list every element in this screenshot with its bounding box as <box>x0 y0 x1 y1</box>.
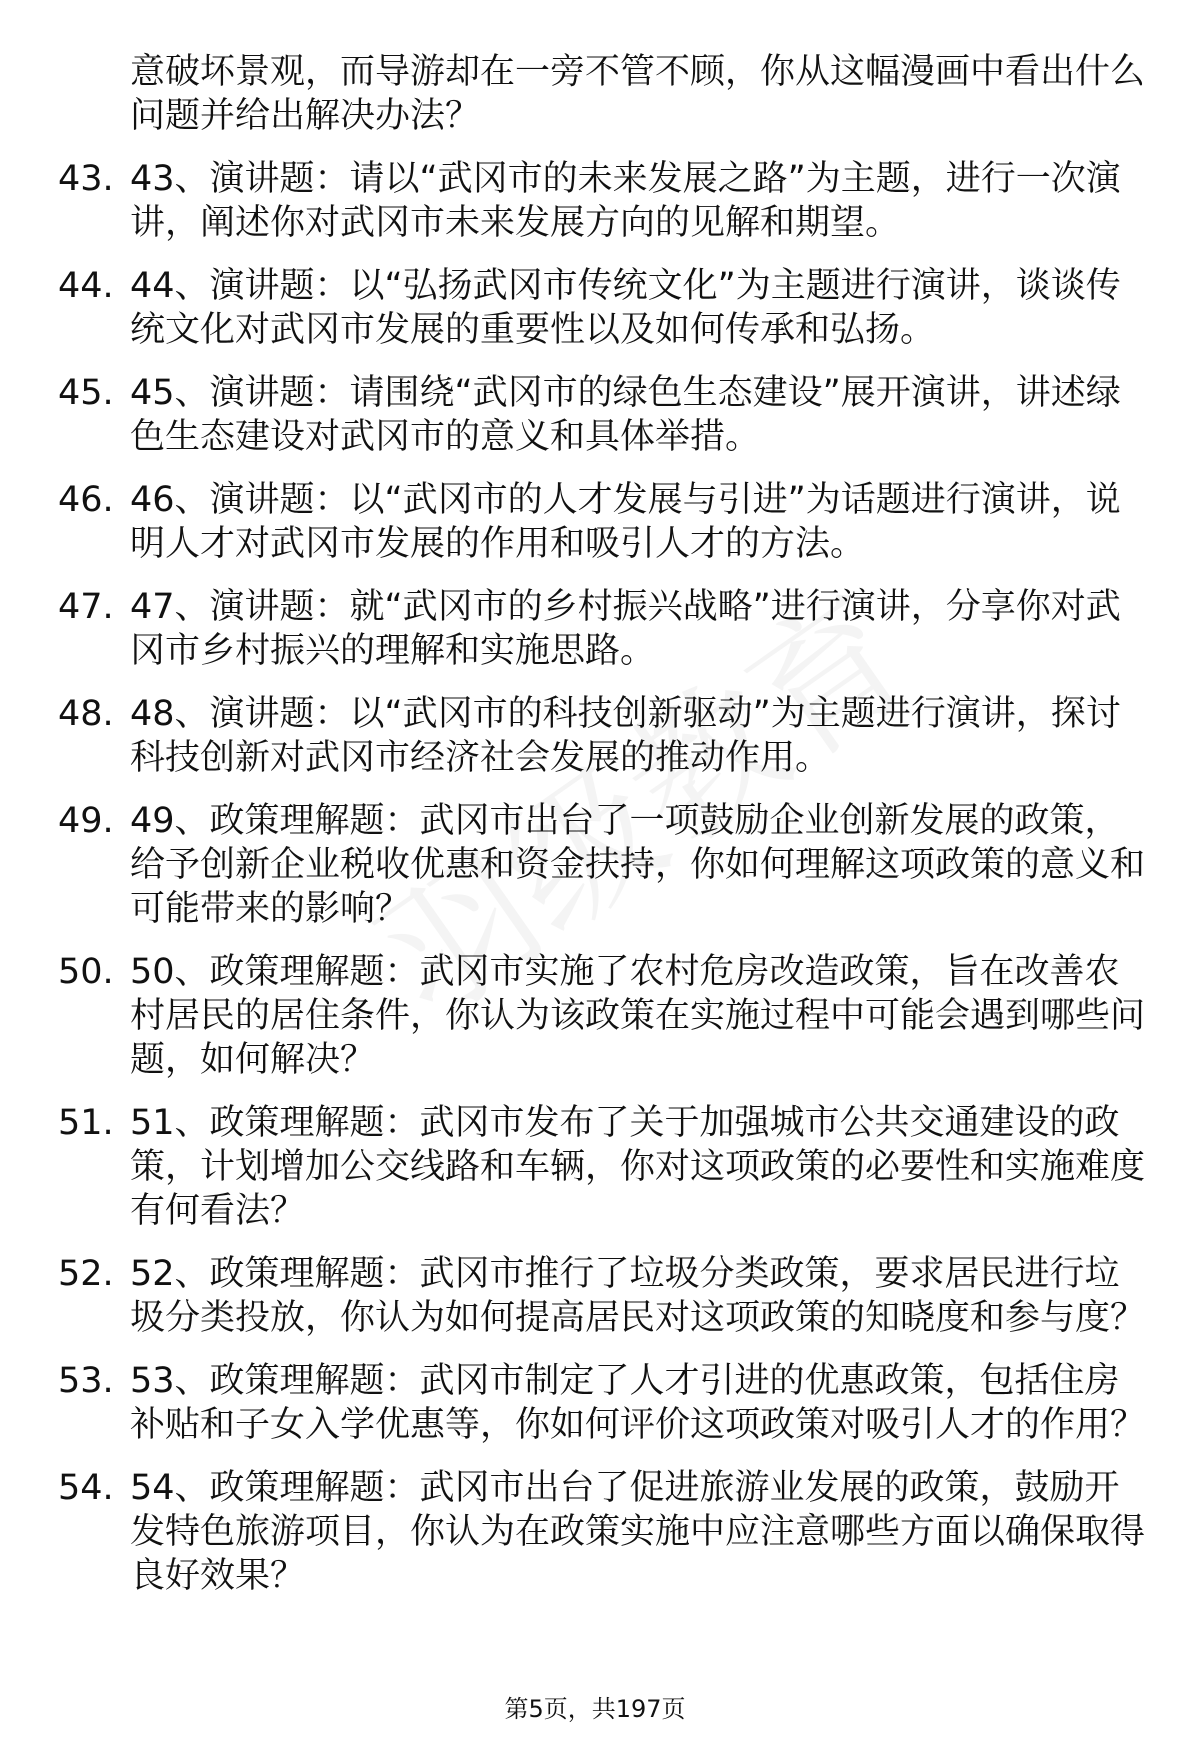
item-number: 54. <box>58 1468 114 1508</box>
list-item <box>58 799 1148 931</box>
item-number: 51. <box>58 1103 114 1143</box>
item-text: 45、演讲题：请围绕“武冈市的绿色生态建设”展开演讲，讲述绿色生态建设对武冈市的意义和具体举措。 <box>130 373 1121 457</box>
item-number: 53. <box>58 1361 114 1401</box>
item-text: 53、政策理解题：武冈市制定了人才引进的优惠政策，包括住房补贴和子女入学优惠等，你如何评价这项政策对吸引人才的作用？ <box>130 1361 1146 1445</box>
item-number: 43. <box>58 159 114 199</box>
list-item <box>58 585 1148 673</box>
page-footer: 第5页，共197页 <box>504 1695 686 1723</box>
list-item <box>58 478 1148 566</box>
item-text: 44、演讲题：以“弘扬武冈市传统文化”为主题进行演讲，谈谈传统文化对武冈市发展的重要性以及如何传承和弘扬。 <box>130 266 1121 350</box>
item-text: 43、演讲题：请以“武冈市的未来发展之路”为主题，进行一次演讲，阐述你对武冈市未来发展方向的见解和期望。 <box>130 159 1121 243</box>
item-number: 45. <box>58 373 114 413</box>
list-item <box>58 1359 1148 1447</box>
item-text: 48、演讲题：以“武冈市的科技创新驱动”为主题进行演讲，探讨科技创新对武冈市经济社会发展的推动作用。 <box>130 694 1121 778</box>
item-text: 51、政策理解题：武冈市发布了关于加强城市公共交通建设的政策，计划增加公交线路和车辆，你对这项政策的必要性和实施难度有何看法？ <box>130 1103 1146 1231</box>
list-item <box>58 1466 1148 1598</box>
item-number: 46. <box>58 480 114 520</box>
item-number: 49. <box>58 801 114 841</box>
item-text: 50、政策理解题：武冈市实施了农村危房改造政策，旨在改善农村居民的居住条件，你认为该政策在实施过程中可能会遇到哪些问题，如何解决？ <box>130 952 1146 1080</box>
item-text: 52、政策理解题：武冈市推行了垃圾分类政策，要求居民进行垃圾分类投放，你认为如何提高居民对这项政策的知晓度和参与度？ <box>130 1254 1146 1338</box>
item-text: 46、演讲题：以“武冈市的人才发展与引进”为话题进行演讲，说明人才对武冈市发展的作用和吸引人才的方法。 <box>130 480 1121 564</box>
item-number: 47. <box>58 587 114 627</box>
item-number: 44. <box>58 266 114 306</box>
list-item <box>58 692 1148 780</box>
list-item <box>58 371 1148 459</box>
list-item <box>58 157 1148 245</box>
list-item <box>58 1101 1148 1233</box>
item-text: 47、演讲题：就“武冈市的乡村振兴战略”进行演讲，分享你对武冈市乡村振兴的理解和实施思路。 <box>130 587 1121 671</box>
list-item <box>58 1252 1148 1340</box>
item-text: 49、政策理解题：武冈市出台了一项鼓励企业创新发展的政策，给予创新企业税收优惠和资金扶持，你如何理解这项政策的意义和可能带来的影响？ <box>130 801 1146 929</box>
item-number: 48. <box>58 694 114 734</box>
list-item <box>58 950 1148 1082</box>
continuation-text: 意破坏景观，而导游却在一旁不管不顾，你从这幅漫画中看出什么问题并给出解决办法？ <box>130 52 1146 136</box>
item-number: 52. <box>58 1254 114 1294</box>
item-number: 50. <box>58 952 114 992</box>
items-container <box>58 157 1148 1598</box>
item-text: 54、政策理解题：武冈市出台了促进旅游业发展的政策，鼓励开发特色旅游项目，你认为在政策实施中应注意哪些方面以确保取得良好效果？ <box>130 1468 1146 1596</box>
list-item <box>58 264 1148 352</box>
question-list <box>58 50 1148 1598</box>
